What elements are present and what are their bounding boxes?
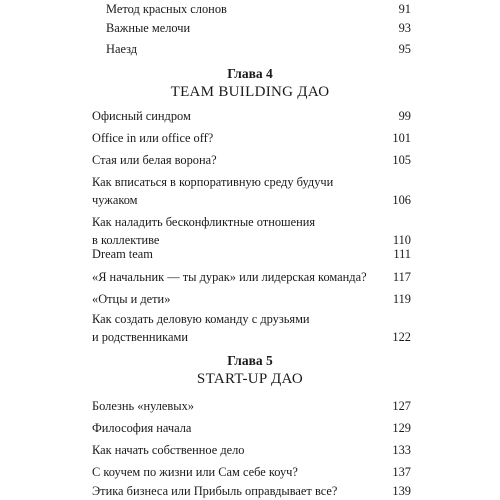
toc-entry-page: 106 (392, 193, 411, 207)
toc-entry[interactable] (0, 213, 500, 249)
toc-entry-page: 127 (392, 399, 411, 413)
toc-entry-title: «Я начальник — ты дурак» или лидерская команда? (92, 270, 367, 284)
toc-entry-title: «Отцы и дети» (92, 292, 171, 306)
toc-entry-title-continuation: и родственниками (92, 330, 188, 344)
toc-entry-title-continuation: в коллективе (92, 233, 160, 247)
toc-entry[interactable] (0, 290, 500, 308)
toc-entry-title: Метод красных слонов (106, 2, 227, 16)
chapter-title: TEAM BUILDING ДАО (170, 84, 330, 100)
toc-entry[interactable] (0, 397, 500, 415)
toc-entry-title-continuation: чужаком (92, 193, 138, 207)
toc-entry-title: Офисный синдром (92, 109, 191, 123)
toc-entry-page: 91 (398, 2, 411, 16)
toc-entry[interactable] (0, 482, 500, 500)
toc-entry[interactable] (0, 151, 500, 169)
toc-entry-page: 111 (393, 247, 411, 261)
toc-entry-page: 110 (392, 233, 411, 247)
toc-entry-title: С коучем по жизни или Сам себе коуч? (92, 465, 298, 479)
toc-entry-title: Как начать собственное дело (92, 443, 245, 457)
toc-entry-title: Философия начала (92, 421, 192, 435)
toc-entry-title: Как вписаться в корпоративную среду будучи (92, 175, 334, 189)
toc-entry-page: 137 (392, 465, 411, 479)
toc-entry-page: 101 (392, 131, 411, 145)
toc-entry[interactable] (0, 441, 500, 459)
toc-entry-page: 95 (398, 42, 411, 56)
toc-entry-title: Office in или office off? (92, 131, 214, 145)
toc-entry-title: Как создать деловую команду с друзьями (92, 312, 310, 326)
toc-entry-page: 119 (392, 292, 411, 306)
toc-entry-title: Этика бизнеса или Прибыль оправдывает все? (92, 484, 338, 498)
toc-entry-title: Болезнь «нулевых» (92, 399, 194, 413)
toc-entry[interactable] (0, 40, 500, 58)
toc-entry[interactable] (0, 0, 500, 18)
chapter-label: Глава 4 (227, 66, 273, 81)
toc-entry-title: Стая или белая ворона? (92, 153, 217, 167)
toc-entry-page: 93 (398, 21, 411, 35)
toc-entry-page: 122 (392, 330, 411, 344)
toc-entry[interactable] (0, 463, 500, 481)
toc-entry[interactable] (0, 173, 500, 209)
toc-entry[interactable] (0, 129, 500, 147)
toc-entry-page: 105 (392, 153, 411, 167)
toc-entry-page: 117 (392, 270, 411, 284)
toc-entry-title: Dream team (92, 247, 153, 261)
toc-entry-page: 129 (392, 421, 411, 435)
toc-entry[interactable] (0, 268, 500, 286)
toc-entry-title: Важные мелочи (106, 21, 191, 35)
toc-entry-page: 99 (398, 109, 411, 123)
toc-entry[interactable] (0, 310, 500, 346)
chapter-title: START-UP ДАО (196, 371, 304, 387)
chapter-label: Глава 5 (227, 353, 273, 368)
toc-entry[interactable] (0, 107, 500, 125)
toc-entry[interactable] (0, 245, 500, 263)
toc-entry[interactable] (0, 419, 500, 437)
toc-entry-title: Как наладить бесконфликтные отношения (92, 215, 316, 229)
toc-entry-page: 133 (392, 443, 411, 457)
toc-entry-page: 139 (392, 484, 411, 498)
toc-entry[interactable] (0, 19, 500, 37)
toc-entry-title: Наезд (106, 42, 138, 56)
